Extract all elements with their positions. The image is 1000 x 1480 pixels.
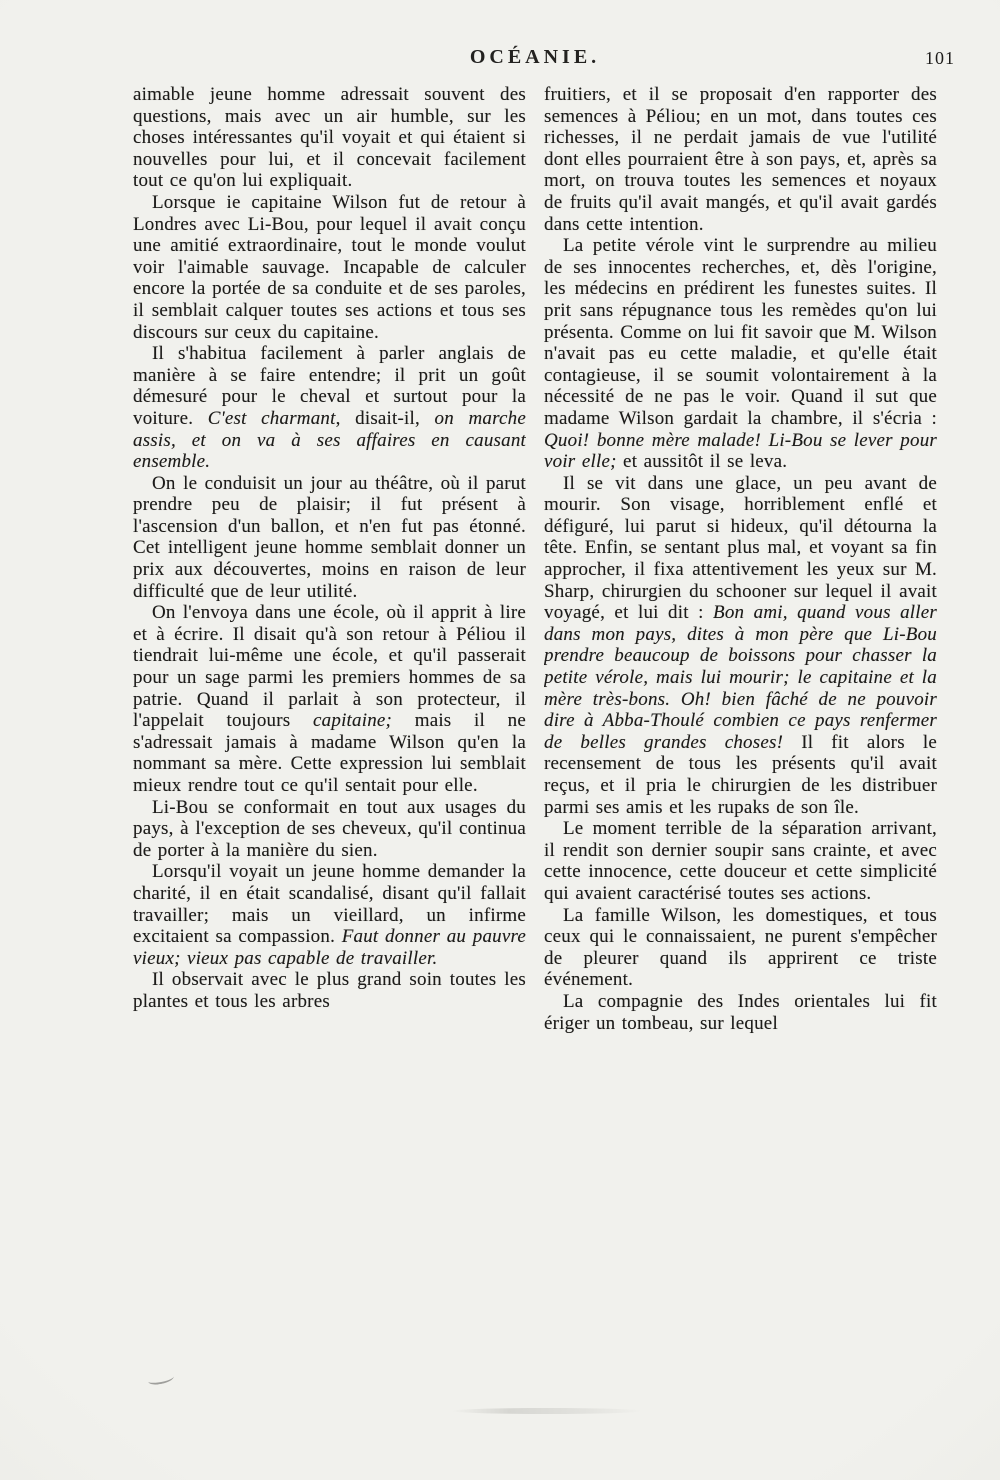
- paragraph: [133, 473, 526, 603]
- right-column: [544, 84, 937, 1444]
- paragraph: [133, 861, 526, 969]
- page-number: 101: [925, 48, 955, 68]
- text-run: On l'envoya dans une école, où il apprit à lire et à écrire. Il disait qu'à son retour à Péliou il tiendrait lui-même une école, et qu'il passerait pour un sage parmi les premiers hommes de sa patrie. Quand il parlait à son protecteur, il l'appelait toujours: [133, 602, 526, 732]
- text-run: mais il ne s'adressait jamais à madame Wilson qu'en la nommant sa mère. Cette expression lui semblait mieux rendre tout ce qu'il sentait pour elle.: [133, 710, 526, 796]
- paragraph: [544, 818, 937, 904]
- text-run: On le conduisit un jour au théâtre, où il parut prendre peu de plaisir; il fut présent à l'ascension d'un ballon, et n'en fut pas étonné. Cet intelligent jeune homme semblait donner un prix aux découvertes, moins en raison de leur difficulté que de leur utilité.: [133, 472, 526, 602]
- paragraph: [544, 991, 937, 1034]
- text-run: Lorsque ie capitaine Wilson fut de retour à Londres avec Li-Bou, pour lequel il avait conçu une amitié extraordinaire, tout le monde voulut voir l'aimable sauvage. Incapable de calculer encore la portée de sa conduite et de ses paroles, il semblait calquer toutes ses actions et tous ses discours sur ceux du capitaine.: [133, 191, 526, 343]
- paragraph: [133, 797, 526, 862]
- text-run: , disait-il,: [335, 407, 435, 429]
- text-run: La famille Wilson, les domestiques, et tous ceux qui le connaissaient, ne purent s'empêcher de pleurer quand ils apprirent ce triste événement.: [544, 904, 937, 991]
- text-run: aimable jeune homme adressait souvent des questions, mais avec un air humble, sur les choses intéressantes qu'il voyait et qui étaient si nouvelles pour lui, et il concevait facilement tout ce qu'on lui expliquait.: [133, 84, 526, 192]
- paragraph: [133, 969, 526, 1012]
- paragraph: [544, 84, 937, 235]
- paragraph: [544, 905, 937, 991]
- text-run-italic: capitaine;: [313, 710, 393, 732]
- text-run-italic: Bon ami, quand vous aller dans mon pays, dites à mon père que Li-Bou prendre beaucoup de boissons pour chasser la petite vérole, mais lui mourir; le capitaine et la mère très-bons. Oh! bien fâché de ne pouvoir dire à Abba-Thoulé combien ce pays renfermer de belles grandes choses!: [544, 602, 937, 753]
- text-columns: [133, 84, 937, 1444]
- text-run: La compagnie des Indes orientales lui fit ériger un tombeau, sur lequel: [544, 990, 937, 1034]
- text-run: Li-Bou se conformait en tout aux usages du pays, à l'exception de ses cheveux, qu'il continua de porter à la manière du sien.: [133, 796, 526, 861]
- paragraph: [133, 192, 526, 343]
- paragraph: [544, 235, 937, 473]
- paragraph: [133, 84, 526, 192]
- text-run: et aussitôt il se leva.: [616, 451, 788, 473]
- page-title: OCÉANIE.: [469, 46, 601, 68]
- text-run: Il observait avec le plus grand soin toutes les plantes et tous les arbres: [133, 969, 526, 1012]
- paragraph: [544, 473, 937, 819]
- text-run: Lorsqu'il voyait un jeune homme demander la charité, il en était scandalisé, disant qu'il fallait travailler; mais un vieillard, un infirme excitaient sa compassion.: [133, 861, 526, 948]
- text-run-italic: Quoi! bonne mère malade! Li-Bou se lever pour voir elle;: [544, 429, 937, 473]
- paragraph: [133, 343, 526, 473]
- text-run-italic: Faut donner au pauvre vieux; vieux pas capable de travailler.: [133, 926, 526, 969]
- text-run: Il s'habitua facilement à parler anglais de manière à se faire entendre; il prit un goût démesuré pour le cheval et surtout pour la voiture.: [133, 343, 526, 429]
- text-run: La petite vérole vint le surprendre au milieu de ses innocentes recherches, et, dès l'origine, les médecins en prédirent les funestes suites. Il prit sans répugnance tous les remèdes qu'on lui présenta. Comme on lui fit savoir que M. Wilson n'avait pas eu cette maladie, et qu'elle était contagieuse, il se soumit volontairement à la nécessité de ne pas le voir. Quand il sut que madame Wilson gardait la chambre, il s'écria :: [544, 235, 937, 429]
- text-run: Il se vit dans une glace, un peu avant de mourir. Son visage, horriblement enflé et défiguré, lui parut si hideux, qu'il détourna la tête. Enfin, se sentant plus mal, et voyant sa fin approcher, il fixa attentivement les yeux sur M. Sharp, chirurgien du schooner sur lequel il avait voyagé, et lui dit :: [544, 472, 937, 624]
- paragraph: [133, 602, 526, 796]
- left-column: [133, 84, 526, 1444]
- text-run-italic: C'est charmant: [207, 407, 336, 429]
- page-header: [133, 46, 955, 72]
- text-run: Il fit alors le recensement de tous les présents qu'il avait reçus, et il pria le chirurgien de les distribuer parmi ses amis et les rupaks de son île.: [544, 731, 937, 818]
- text-run: Le moment terrible de la séparation arrivant, il rendit son dernier soupir sans crainte, et avec cette innocence, cette douceur et cette simplicité qui avaient caractérisé toutes ses actions.: [544, 818, 937, 904]
- text-run: fruitiers, et il se proposait d'en rapporter des semences à Péliou; en un mot, dans toutes ces richesses, il ne perdait jamais de vue l'utilité dont elles pourraient être à son pays, et, après sa mort, on trouva toutes les semences et noyaux de fruits qu'il avait mangés, et qu'il avait gardés dans cette intention.: [544, 84, 937, 235]
- text-run-italic: on marche assis, et on va à ses affaires en causant ensemble.: [133, 407, 526, 473]
